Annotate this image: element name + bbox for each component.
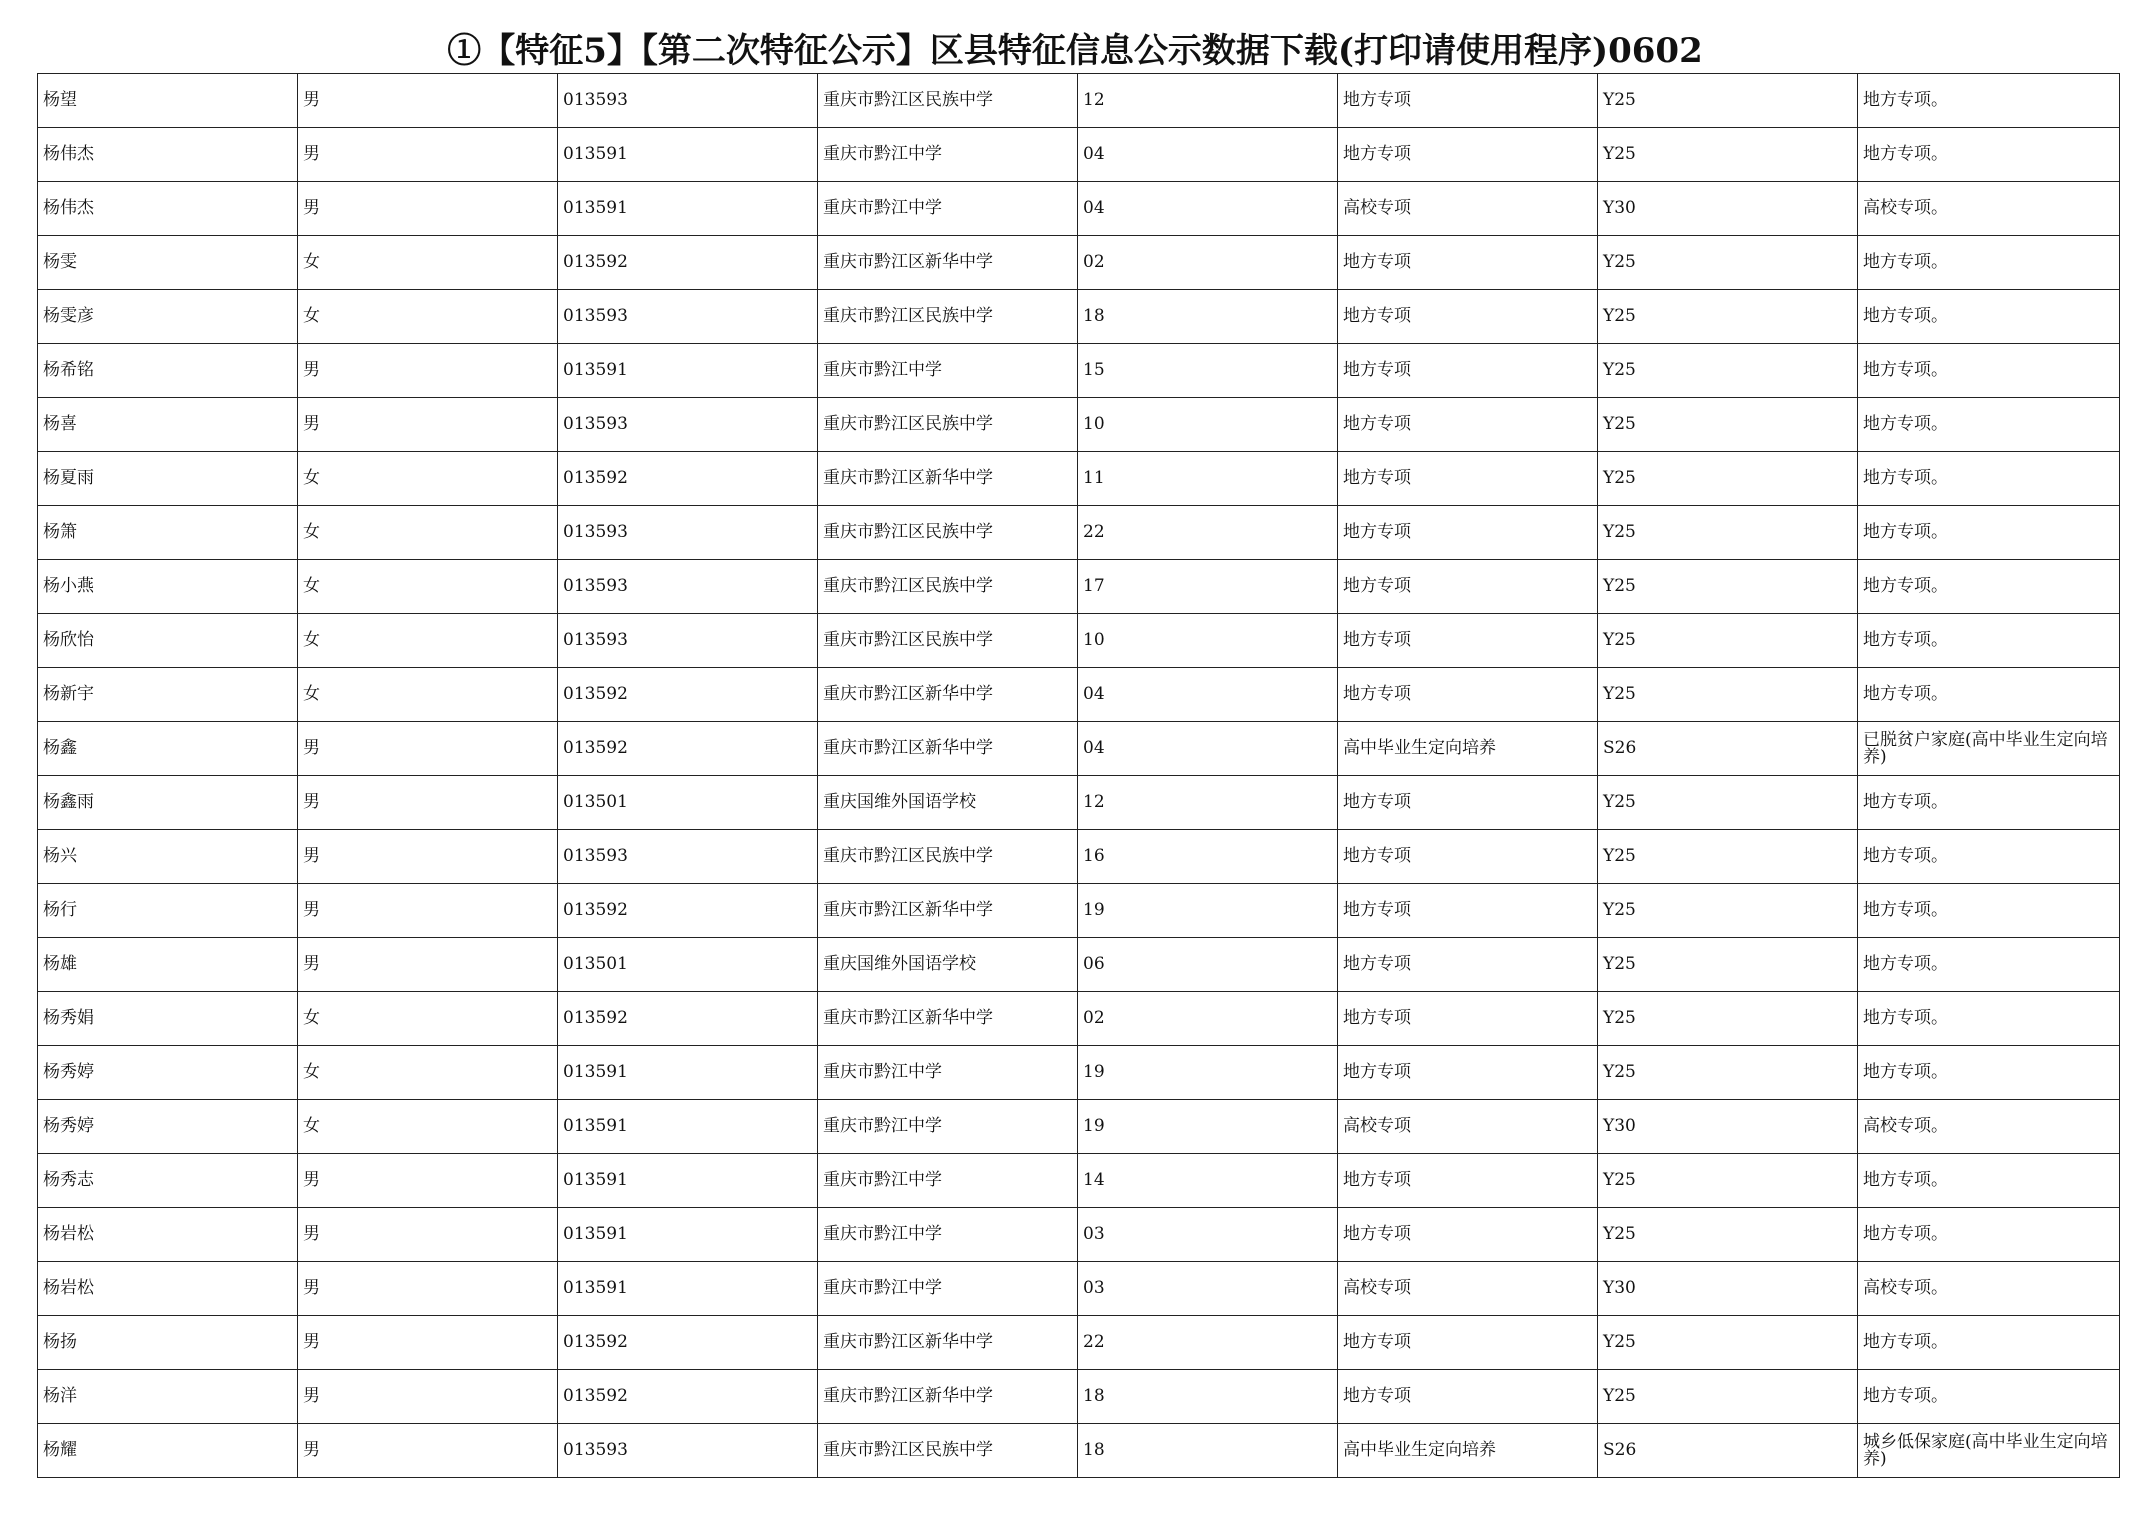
gender-cell: 男	[298, 938, 558, 992]
remark-cell: 地方专项。	[1858, 74, 2120, 128]
type-code-cell: Y25	[1598, 992, 1858, 1046]
class-cell: 04	[1078, 128, 1338, 182]
name-cell: 杨箫	[38, 506, 298, 560]
remark-cell: 地方专项。	[1858, 776, 2120, 830]
school-cell: 重庆市黔江区民族中学	[818, 614, 1078, 668]
name-cell: 杨扬	[38, 1316, 298, 1370]
class-cell: 22	[1078, 1316, 1338, 1370]
name-cell: 杨秀婷	[38, 1046, 298, 1100]
name-cell: 杨雯	[38, 236, 298, 290]
name-cell: 杨秀婷	[38, 1100, 298, 1154]
table-row	[38, 452, 2120, 506]
table-body	[38, 74, 2120, 1478]
name-cell: 杨雯彦	[38, 290, 298, 344]
school-cell: 重庆市黔江区民族中学	[818, 1424, 1078, 1478]
table-row	[38, 236, 2120, 290]
code-cell: 013592	[558, 668, 818, 722]
category-cell: 地方专项	[1338, 938, 1598, 992]
type-code-cell: Y25	[1598, 1046, 1858, 1100]
remark-cell: 地方专项。	[1858, 1154, 2120, 1208]
category-cell: 地方专项	[1338, 74, 1598, 128]
gender-cell: 男	[298, 1208, 558, 1262]
gender-cell: 女	[298, 1046, 558, 1100]
table-row	[38, 668, 2120, 722]
code-cell: 013593	[558, 830, 818, 884]
gender-cell: 女	[298, 236, 558, 290]
school-cell: 重庆市黔江中学	[818, 1046, 1078, 1100]
class-cell: 18	[1078, 1424, 1338, 1478]
code-cell: 013591	[558, 1262, 818, 1316]
name-cell: 杨欣怡	[38, 614, 298, 668]
type-code-cell: Y25	[1598, 1154, 1858, 1208]
table-row	[38, 1100, 2120, 1154]
type-code-cell: Y25	[1598, 1370, 1858, 1424]
code-cell: 013592	[558, 236, 818, 290]
code-cell: 013592	[558, 1370, 818, 1424]
name-cell: 杨行	[38, 884, 298, 938]
type-code-cell: Y25	[1598, 668, 1858, 722]
class-cell: 04	[1078, 722, 1338, 776]
code-cell: 013591	[558, 128, 818, 182]
remark-cell: 高校专项。	[1858, 182, 2120, 236]
table-row	[38, 128, 2120, 182]
table-row	[38, 1316, 2120, 1370]
gender-cell: 女	[298, 992, 558, 1046]
category-cell: 地方专项	[1338, 236, 1598, 290]
name-cell: 杨伟杰	[38, 182, 298, 236]
class-cell: 16	[1078, 830, 1338, 884]
name-cell: 杨伟杰	[38, 128, 298, 182]
class-cell: 15	[1078, 344, 1338, 398]
remark-cell: 地方专项。	[1858, 1046, 2120, 1100]
table-row	[38, 1424, 2120, 1478]
school-cell: 重庆市黔江区民族中学	[818, 74, 1078, 128]
category-cell: 地方专项	[1338, 128, 1598, 182]
table-row	[38, 614, 2120, 668]
code-cell: 013593	[558, 398, 818, 452]
remark-cell: 地方专项。	[1858, 668, 2120, 722]
type-code-cell: Y25	[1598, 236, 1858, 290]
code-cell: 013593	[558, 560, 818, 614]
remark-cell: 地方专项。	[1858, 614, 2120, 668]
name-cell: 杨洋	[38, 1370, 298, 1424]
school-cell: 重庆市黔江中学	[818, 1262, 1078, 1316]
name-cell: 杨鑫	[38, 722, 298, 776]
school-cell: 重庆市黔江区民族中学	[818, 506, 1078, 560]
class-cell: 19	[1078, 1046, 1338, 1100]
name-cell: 杨小燕	[38, 560, 298, 614]
remark-cell: 地方专项。	[1858, 344, 2120, 398]
school-cell: 重庆市黔江中学	[818, 1208, 1078, 1262]
class-cell: 04	[1078, 668, 1338, 722]
school-cell: 重庆国维外国语学校	[818, 938, 1078, 992]
class-cell: 04	[1078, 182, 1338, 236]
type-code-cell: Y25	[1598, 884, 1858, 938]
table-row	[38, 1154, 2120, 1208]
code-cell: 013591	[558, 1208, 818, 1262]
table-row	[38, 884, 2120, 938]
school-cell: 重庆市黔江中学	[818, 182, 1078, 236]
class-cell: 03	[1078, 1262, 1338, 1316]
category-cell: 地方专项	[1338, 452, 1598, 506]
gender-cell: 男	[298, 1424, 558, 1478]
gender-cell: 女	[298, 506, 558, 560]
page-title: ①【特征5】【第二次特征公示】区县特征信息公示数据下载(打印请使用程序)0602	[447, 31, 1703, 71]
category-cell: 地方专项	[1338, 1208, 1598, 1262]
remark-cell: 地方专项。	[1858, 884, 2120, 938]
gender-cell: 男	[298, 830, 558, 884]
type-code-cell: Y25	[1598, 452, 1858, 506]
name-cell: 杨秀娟	[38, 992, 298, 1046]
code-cell: 013592	[558, 452, 818, 506]
remark-cell: 地方专项。	[1858, 1208, 2120, 1262]
remark-cell: 地方专项。	[1858, 236, 2120, 290]
name-cell: 杨岩松	[38, 1208, 298, 1262]
gender-cell: 女	[298, 668, 558, 722]
type-code-cell: Y25	[1598, 1208, 1858, 1262]
school-cell: 重庆市黔江区新华中学	[818, 1370, 1078, 1424]
table-row	[38, 1208, 2120, 1262]
gender-cell: 女	[298, 452, 558, 506]
name-cell: 杨耀	[38, 1424, 298, 1478]
table-row	[38, 74, 2120, 128]
remark-cell: 地方专项。	[1858, 992, 2120, 1046]
table-row	[38, 344, 2120, 398]
category-cell: 地方专项	[1338, 560, 1598, 614]
type-code-cell: Y25	[1598, 290, 1858, 344]
table-row	[38, 938, 2120, 992]
class-cell: 11	[1078, 452, 1338, 506]
category-cell: 高中毕业生定向培养	[1338, 1424, 1598, 1478]
gender-cell: 男	[298, 74, 558, 128]
category-cell: 地方专项	[1338, 1046, 1598, 1100]
class-cell: 10	[1078, 614, 1338, 668]
name-cell: 杨望	[38, 74, 298, 128]
school-cell: 重庆市黔江区新华中学	[818, 236, 1078, 290]
type-code-cell: Y25	[1598, 344, 1858, 398]
code-cell: 013592	[558, 884, 818, 938]
school-cell: 重庆市黔江中学	[818, 1100, 1078, 1154]
code-cell: 013591	[558, 182, 818, 236]
category-cell: 高中毕业生定向培养	[1338, 722, 1598, 776]
code-cell: 013591	[558, 1154, 818, 1208]
table-row	[38, 722, 2120, 776]
code-cell: 013501	[558, 938, 818, 992]
remark-cell: 地方专项。	[1858, 830, 2120, 884]
type-code-cell: S26	[1598, 722, 1858, 776]
school-cell: 重庆市黔江区民族中学	[818, 398, 1078, 452]
code-cell: 013501	[558, 776, 818, 830]
name-cell: 杨希铭	[38, 344, 298, 398]
type-code-cell: Y25	[1598, 128, 1858, 182]
remark-cell: 已脱贫户家庭(高中毕业生定向培养)	[1858, 722, 2120, 776]
type-code-cell: Y25	[1598, 776, 1858, 830]
name-cell: 杨雄	[38, 938, 298, 992]
name-cell: 杨鑫雨	[38, 776, 298, 830]
class-cell: 19	[1078, 884, 1338, 938]
school-cell: 重庆市黔江区民族中学	[818, 830, 1078, 884]
school-cell: 重庆市黔江区新华中学	[818, 884, 1078, 938]
category-cell: 地方专项	[1338, 992, 1598, 1046]
name-cell: 杨夏雨	[38, 452, 298, 506]
table-row	[38, 1046, 2120, 1100]
name-cell: 杨新宇	[38, 668, 298, 722]
name-cell: 杨秀志	[38, 1154, 298, 1208]
gender-cell: 男	[298, 344, 558, 398]
remark-cell: 地方专项。	[1858, 128, 2120, 182]
gender-cell: 男	[298, 398, 558, 452]
type-code-cell: Y25	[1598, 830, 1858, 884]
code-cell: 013592	[558, 992, 818, 1046]
table-row	[38, 1370, 2120, 1424]
category-cell: 地方专项	[1338, 344, 1598, 398]
gender-cell: 男	[298, 128, 558, 182]
school-cell: 重庆市黔江区新华中学	[818, 452, 1078, 506]
category-cell: 地方专项	[1338, 1316, 1598, 1370]
type-code-cell: Y25	[1598, 398, 1858, 452]
name-cell: 杨喜	[38, 398, 298, 452]
remark-cell: 地方专项。	[1858, 398, 2120, 452]
gender-cell: 男	[298, 722, 558, 776]
class-cell: 18	[1078, 290, 1338, 344]
class-cell: 06	[1078, 938, 1338, 992]
school-cell: 重庆市黔江区新华中学	[818, 1316, 1078, 1370]
code-cell: 013592	[558, 1316, 818, 1370]
gender-cell: 女	[298, 560, 558, 614]
type-code-cell: Y30	[1598, 182, 1858, 236]
table-row	[38, 776, 2120, 830]
category-cell: 地方专项	[1338, 614, 1598, 668]
class-cell: 18	[1078, 1370, 1338, 1424]
class-cell: 19	[1078, 1100, 1338, 1154]
table-row	[38, 398, 2120, 452]
type-code-cell: Y25	[1598, 74, 1858, 128]
category-cell: 地方专项	[1338, 884, 1598, 938]
code-cell: 013593	[558, 1424, 818, 1478]
class-cell: 12	[1078, 776, 1338, 830]
remark-cell: 地方专项。	[1858, 1370, 2120, 1424]
school-cell: 重庆市黔江区新华中学	[818, 668, 1078, 722]
category-cell: 地方专项	[1338, 398, 1598, 452]
gender-cell: 男	[298, 1316, 558, 1370]
type-code-cell: Y25	[1598, 614, 1858, 668]
code-cell: 013591	[558, 1046, 818, 1100]
category-cell: 地方专项	[1338, 1370, 1598, 1424]
category-cell: 地方专项	[1338, 776, 1598, 830]
remark-cell: 城乡低保家庭(高中毕业生定向培养)	[1858, 1424, 2120, 1478]
type-code-cell: Y25	[1598, 560, 1858, 614]
class-cell: 12	[1078, 74, 1338, 128]
class-cell: 22	[1078, 506, 1338, 560]
category-cell: 地方专项	[1338, 290, 1598, 344]
category-cell: 地方专项	[1338, 668, 1598, 722]
code-cell: 013593	[558, 614, 818, 668]
table-row	[38, 290, 2120, 344]
table-row	[38, 830, 2120, 884]
remark-cell: 高校专项。	[1858, 1100, 2120, 1154]
gender-cell: 男	[298, 884, 558, 938]
code-cell: 013591	[558, 1100, 818, 1154]
class-cell: 10	[1078, 398, 1338, 452]
remark-cell: 地方专项。	[1858, 506, 2120, 560]
remark-cell: 地方专项。	[1858, 938, 2120, 992]
category-cell: 高校专项	[1338, 182, 1598, 236]
type-code-cell: Y25	[1598, 1316, 1858, 1370]
gender-cell: 男	[298, 776, 558, 830]
code-cell: 013593	[558, 290, 818, 344]
type-code-cell: S26	[1598, 1424, 1858, 1478]
gender-cell: 女	[298, 1100, 558, 1154]
category-cell: 地方专项	[1338, 506, 1598, 560]
category-cell: 地方专项	[1338, 830, 1598, 884]
class-cell: 14	[1078, 1154, 1338, 1208]
table-row	[38, 992, 2120, 1046]
category-cell: 高校专项	[1338, 1100, 1598, 1154]
class-cell: 02	[1078, 236, 1338, 290]
name-cell: 杨岩松	[38, 1262, 298, 1316]
name-cell: 杨兴	[38, 830, 298, 884]
category-cell: 高校专项	[1338, 1262, 1598, 1316]
school-cell: 重庆市黔江中学	[818, 128, 1078, 182]
code-cell: 013592	[558, 722, 818, 776]
gender-cell: 男	[298, 182, 558, 236]
school-cell: 重庆市黔江中学	[818, 344, 1078, 398]
class-cell: 03	[1078, 1208, 1338, 1262]
remark-cell: 高校专项。	[1858, 1262, 2120, 1316]
class-cell: 02	[1078, 992, 1338, 1046]
gender-cell: 女	[298, 290, 558, 344]
data-table	[37, 73, 2120, 1478]
remark-cell: 地方专项。	[1858, 560, 2120, 614]
type-code-cell: Y30	[1598, 1262, 1858, 1316]
school-cell: 重庆市黔江区新华中学	[818, 992, 1078, 1046]
category-cell: 地方专项	[1338, 1154, 1598, 1208]
school-cell: 重庆市黔江中学	[818, 1154, 1078, 1208]
type-code-cell: Y25	[1598, 506, 1858, 560]
table-row	[38, 560, 2120, 614]
table-row	[38, 506, 2120, 560]
code-cell: 013593	[558, 74, 818, 128]
school-cell: 重庆市黔江区新华中学	[818, 722, 1078, 776]
school-cell: 重庆国维外国语学校	[818, 776, 1078, 830]
code-cell: 013593	[558, 506, 818, 560]
remark-cell: 地方专项。	[1858, 452, 2120, 506]
class-cell: 17	[1078, 560, 1338, 614]
remark-cell: 地方专项。	[1858, 1316, 2120, 1370]
school-cell: 重庆市黔江区民族中学	[818, 290, 1078, 344]
remark-cell: 地方专项。	[1858, 290, 2120, 344]
type-code-cell: Y30	[1598, 1100, 1858, 1154]
school-cell: 重庆市黔江区民族中学	[818, 560, 1078, 614]
table-row	[38, 182, 2120, 236]
table-row	[38, 1262, 2120, 1316]
gender-cell: 男	[298, 1154, 558, 1208]
gender-cell: 男	[298, 1370, 558, 1424]
code-cell: 013591	[558, 344, 818, 398]
gender-cell: 女	[298, 614, 558, 668]
gender-cell: 男	[298, 1262, 558, 1316]
type-code-cell: Y25	[1598, 938, 1858, 992]
